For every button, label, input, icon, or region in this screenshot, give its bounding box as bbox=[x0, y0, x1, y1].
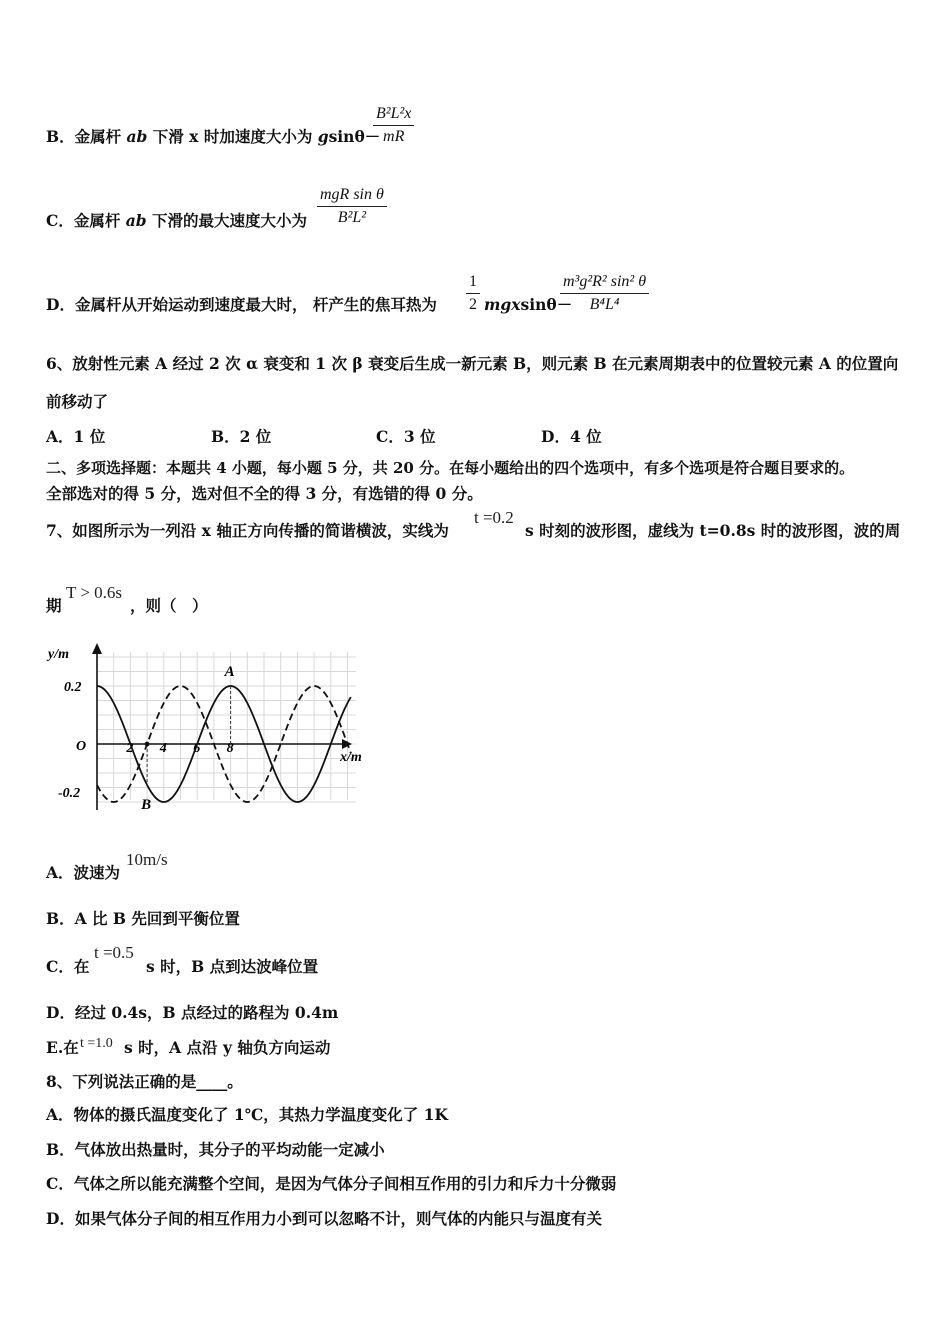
x-tick-label: 8 bbox=[226, 741, 234, 756]
q7-option-c-eq: t =0.5 bbox=[94, 943, 134, 962]
x-tick-label: 4 bbox=[159, 741, 167, 756]
q8-option-a: A．物体的摄氏温度变化了 1℃，其热力学温度变化了 1K bbox=[46, 1105, 448, 1124]
q6-option-c: C．3 位 bbox=[376, 427, 436, 446]
y-tick-label-bottom: -0.2 bbox=[58, 786, 81, 801]
q7-stem-part3: 期 bbox=[46, 596, 62, 615]
q5-b-expr: sinθ－ bbox=[328, 127, 381, 146]
q5-b-mid: 下滑 x 时加速度大小为 bbox=[147, 127, 318, 146]
q6-stem-line2: 前移动了 bbox=[46, 392, 109, 411]
q5-d-denominator: B⁴L⁴ bbox=[589, 296, 620, 313]
q7-option-e-text2: s 时，A 点沿 y 轴负方向运动 bbox=[124, 1038, 331, 1057]
point-b-axis-dot bbox=[145, 742, 150, 747]
q5-b-fraction bbox=[373, 105, 414, 146]
q5-option-b bbox=[46, 128, 380, 147]
q7-option-c-text2: s 时，B 点到达波峰位置 bbox=[146, 957, 319, 976]
q5-b-ab: ab bbox=[126, 127, 148, 146]
q6-stem-line1: 6、放射性元素 A 经过 2 次 α 衰变和 1 次 β 衰变后生成一新元素 B，则元素 B 在元素周期表中的位置较元素 A 的位置向 bbox=[46, 354, 899, 373]
q8-option-b: B．气体放出热量时，其分子的平均动能一定减小 bbox=[46, 1140, 385, 1159]
origin-label: O bbox=[76, 739, 87, 754]
y-tick-label-top: 0.2 bbox=[64, 680, 82, 695]
q7-option-b: B．A 比 B 先回到平衡位置 bbox=[46, 909, 240, 928]
q5-d-expr bbox=[484, 296, 572, 315]
y-axis-arrow bbox=[92, 643, 102, 654]
q7-option-a-eq: 10m/s bbox=[126, 850, 168, 869]
q5-d-half-den: 2 bbox=[469, 296, 477, 313]
q5-b-numerator: B²L²x bbox=[373, 105, 414, 126]
q7-stem-part2: s 时刻的波形图，虚线为 t=0.8s 时的波形图，波的周 bbox=[525, 521, 901, 540]
q5-c-denominator: B²L² bbox=[337, 209, 367, 226]
q5-c-fraction bbox=[317, 186, 387, 227]
point-label-b: B bbox=[141, 796, 152, 813]
q5-b-g: g bbox=[317, 127, 329, 146]
q7-stem-part4: ，则（ ） bbox=[130, 596, 208, 615]
q5-c-mid: 下滑的最大速度大小为 bbox=[146, 211, 308, 230]
q7-stem-part1: 7、如图所示为一列沿 x 轴正方向传播的简谐横波，实线为 bbox=[46, 521, 449, 540]
q7-option-c-text1: C．在 bbox=[46, 957, 90, 976]
q7-option-e-eq: t =1.0 bbox=[80, 1036, 113, 1051]
q5-d-text: D．金属杆从开始运动到速度最大时， 杆产生的焦耳热为 bbox=[46, 295, 437, 314]
q8-option-c: C．气体之所以能充满整个空间，是因为气体分子间相互作用的引力和斥力十分微弱 bbox=[46, 1174, 617, 1193]
q5-d-mgx: mgx bbox=[484, 295, 521, 314]
q7-eq-t02: t =0.2 bbox=[474, 508, 514, 527]
q7-option-c bbox=[46, 958, 89, 977]
q5-d-half-num: 1 bbox=[466, 273, 480, 294]
q7-option-d: D．经过 0.4s，B 点经过的路程为 0.4m bbox=[46, 1003, 339, 1022]
q6-option-b: B．2 位 bbox=[211, 427, 272, 446]
section2-heading-line1: 二、多项选择题：本题共 4 小题，每小题 5 分，共 20 分。在每小题给出的四个选项中，有多个选项是符合题目要求的。 bbox=[46, 459, 855, 477]
q5-option-c bbox=[46, 212, 307, 231]
wave-chart bbox=[42, 640, 382, 815]
q5-b-prefix: B．金属杆 bbox=[46, 127, 127, 146]
q5-d-numerator: m³g²R² sin² θ bbox=[560, 273, 649, 294]
x-tick-label: 6 bbox=[193, 741, 201, 756]
q8-option-d: D．如果气体分子间的相互作用力小到可以忽略不计，则气体的内能只与温度有关 bbox=[46, 1209, 602, 1228]
q8-stem: 8、下列说法正确的是____。 bbox=[46, 1072, 243, 1091]
y-axis-label: y/m bbox=[48, 647, 69, 662]
q7-option-e-text1: E.在 bbox=[46, 1038, 79, 1057]
q7-option-e bbox=[46, 1039, 79, 1058]
q6-option-d: D．4 位 bbox=[541, 427, 602, 446]
q7-option-a: A．波速为 bbox=[46, 863, 121, 882]
q5-c-prefix: C．金属杆 bbox=[46, 211, 126, 230]
point-label-a: A bbox=[224, 664, 235, 680]
q5-d-fraction bbox=[560, 273, 649, 314]
q5-b-denominator: mR bbox=[383, 128, 405, 145]
q5-d-sin: sinθ－ bbox=[520, 295, 573, 314]
q5-c-ab: ab bbox=[125, 211, 147, 230]
q5-option-d bbox=[46, 296, 437, 315]
q6-option-a: A．1 位 bbox=[46, 427, 106, 446]
q5-d-half bbox=[466, 273, 480, 314]
section2-heading-line2: 全部选对的得 5 分，选对但不全的得 3 分，有选错的得 0 分。 bbox=[46, 484, 483, 503]
q5-c-numerator: mgR sin θ bbox=[317, 186, 387, 207]
x-tick-label: 2 bbox=[126, 741, 134, 756]
x-axis-label: x/m bbox=[340, 750, 362, 765]
q7-eq-period: T > 0.6s bbox=[66, 583, 123, 602]
